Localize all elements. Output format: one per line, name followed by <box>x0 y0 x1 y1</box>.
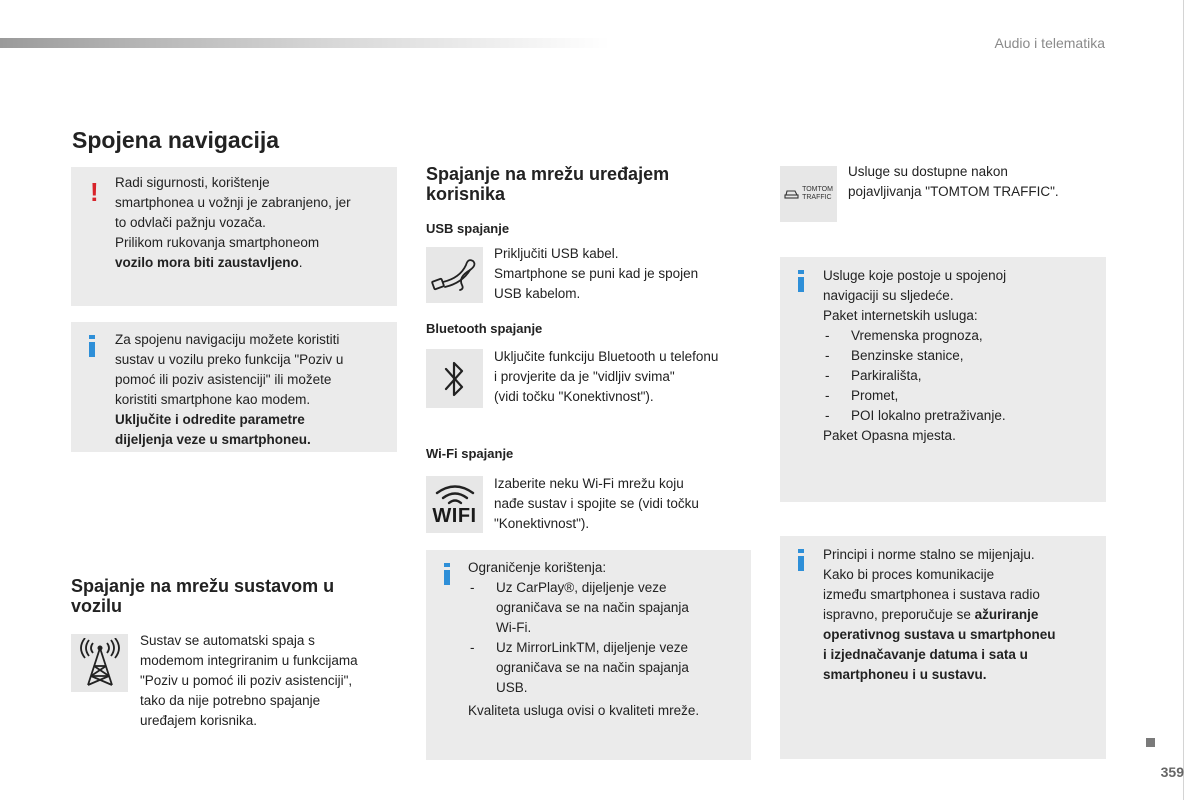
warning-line: smartphonea u vožnji je zabranjeno, jer <box>115 195 351 210</box>
service-item: - Benzinske stanice, <box>823 346 1103 366</box>
warning-line: Prilikom rukovanja smartphoneom <box>115 235 320 250</box>
bluetooth-icon <box>440 358 470 400</box>
services-outro: Paket Opasna mjesta. <box>823 428 956 443</box>
info-icon <box>796 549 806 571</box>
mirrorlink-line: USB. <box>496 680 528 695</box>
user-connection-heading: Spajanje na mrežu uređajem korisnika <box>426 164 670 204</box>
wifi-line: nađe sustav i spojite se (vidi točku <box>494 496 699 511</box>
mirrorlink-line: ograničava se na način spajanja <box>496 660 689 675</box>
principles-bold-line: i izjednačavanje datuma i sata u <box>823 647 1028 662</box>
warning-line <box>115 253 395 273</box>
principles-bold-line: operativnog sustava u smartphoneu <box>823 627 1056 642</box>
page-title: Spojena navigacija <box>72 127 280 153</box>
vehicle-connection-text <box>140 631 400 731</box>
limitation-footer: Kvaliteta usluga ovisi o kvaliteti mreže. <box>468 703 700 718</box>
bluetooth-icon-box <box>426 349 483 408</box>
vehicle-line: tako da nije potrebno spajanje <box>140 693 321 708</box>
usb-cable-icon <box>430 253 480 297</box>
wifi-icon <box>433 484 477 506</box>
principles-text <box>823 545 1103 685</box>
page-number: 359 <box>1160 764 1184 780</box>
info-bold-line: Uključite i odredite parametre <box>115 412 305 427</box>
header-bar <box>0 38 610 48</box>
tomtom-traffic-icon <box>784 186 833 202</box>
principles-line <box>823 605 1103 625</box>
car-icon <box>784 188 800 200</box>
principles-bold-line: smartphoneu i u sustavu. <box>823 667 987 682</box>
tomtom-line: Usluge su dostupne nakon <box>848 164 1008 179</box>
info-box-connected-nav <box>71 322 397 452</box>
service-item: - Vremenska prognoza, <box>823 326 1103 346</box>
limitation-item-carplay <box>468 578 748 638</box>
info-icon <box>796 270 806 292</box>
principles-line: Kako bi proces komunikacije <box>823 567 995 582</box>
services-intro-line: navigaciji su sljedeće. <box>823 288 954 303</box>
limitation-item-mirrorlink <box>468 638 748 698</box>
info-line: koristiti smartphone kao modem. <box>115 392 311 407</box>
services-text <box>823 266 1103 446</box>
usb-line: Priključiti USB kabel. <box>494 246 619 261</box>
usb-text <box>494 244 754 304</box>
vehicle-line: modemom integriranim u funkcijama <box>140 653 358 668</box>
tomtom-text <box>848 162 1108 202</box>
info-line: Za spojenu navigaciju možete koristiti <box>115 332 340 347</box>
info-box-principles <box>780 536 1106 759</box>
usb-line: Smartphone se puni kad je spojen <box>494 266 699 281</box>
carplay-line: - Uz CarPlay®, dijeljenje veze <box>496 580 667 595</box>
service-item: - Parkirališta, <box>823 366 1103 386</box>
info-icon <box>87 335 97 357</box>
limitation-text <box>468 558 748 721</box>
bluetooth-heading: Bluetooth spajanje <box>426 321 543 336</box>
wifi-heading: Wi-Fi spajanje <box>426 446 514 461</box>
wifi-icon-label: WIFI <box>432 504 477 527</box>
usb-icon-box <box>426 247 483 303</box>
tomtom-icon-box <box>780 166 837 222</box>
wifi-line: Izaberite neku Wi-Fi mrežu koju <box>494 476 684 491</box>
usb-line: USB kabelom. <box>494 286 581 301</box>
principles-bold: ažuriranje <box>974 607 1039 622</box>
services-intro-line: Usluge koje postoje u spojenoj <box>823 268 1007 283</box>
principles-normal: ispravno, preporučuje se <box>823 607 975 622</box>
section-title: Audio i telematika <box>994 35 1105 51</box>
services-intro-line: Paket internetskih usluga: <box>823 308 978 323</box>
warning-line: Radi sigurnosti, korištenje <box>115 175 270 190</box>
carplay-line: Wi-Fi. <box>496 620 532 635</box>
limitation-list <box>468 578 748 698</box>
carplay-line: ograničava se na način spajanja <box>496 600 689 615</box>
warning-bold: vozilo mora biti zaustavljeno <box>115 255 299 270</box>
principles-line: Principi i norme stalno se mijenjaju. <box>823 547 1035 562</box>
bt-line: i provjerite da je "vidljiv svima" <box>494 369 675 384</box>
warning-text <box>115 173 395 273</box>
bt-line: (vidi točku "Konektivnost"). <box>494 389 654 404</box>
info-line: pomoć ili poziv asistenciji" ili možete <box>115 372 332 387</box>
info-box-services <box>780 257 1106 502</box>
tomtom-line: pojavljivanja "TOMTOM TRAFFIC". <box>848 184 1059 199</box>
bluetooth-text <box>494 347 759 407</box>
page-edge-line <box>1183 0 1184 800</box>
warning-box <box>71 167 397 306</box>
antenna-icon-box <box>71 634 128 692</box>
services-list <box>823 326 1103 426</box>
warning-line: to odvlači pažnju vozača. <box>115 215 266 230</box>
info-icon <box>442 563 452 585</box>
wifi-icon-box <box>426 476 483 533</box>
exclamation-icon: ! <box>90 177 99 207</box>
bt-line: Uključite funkciju Bluetooth u telefonu <box>494 349 719 364</box>
warning-end: . <box>298 255 303 270</box>
service-item: - Promet, <box>823 386 1103 406</box>
usb-heading: USB spajanje <box>426 221 510 236</box>
principles-line: između smartphonea i sustava radio <box>823 587 1040 602</box>
info-text <box>115 330 395 450</box>
info-box-limitation <box>426 550 751 760</box>
vehicle-connection-heading: Spajanje na mrežu sustavom u vozilu <box>71 576 335 616</box>
tomtom-logo-line: TOMTOM <box>802 186 833 193</box>
info-line: sustav u vozilu preko funkcija "Poziv u <box>115 352 344 367</box>
wifi-line: "Konektivnost"). <box>494 516 590 531</box>
limitation-title: Ograničenje korištenja: <box>468 560 607 575</box>
service-item: - POI lokalno pretraživanje. <box>823 406 1103 426</box>
vehicle-line: uređajem korisnika. <box>140 713 258 728</box>
vehicle-line: "Poziv u pomoć ili poziv asistenciji", <box>140 673 353 688</box>
page-marker <box>1146 738 1155 747</box>
vehicle-line: Sustav se automatski spaja s <box>140 633 315 648</box>
antenna-icon <box>77 638 123 688</box>
mirrorlink-line: - Uz MirrorLinkTM, dijeljenje veze <box>496 640 689 655</box>
info-bold-line: dijeljenja veze u smartphoneu. <box>115 432 311 447</box>
wifi-text <box>494 474 754 534</box>
tomtom-logo-line: TRAFFIC <box>802 194 832 201</box>
